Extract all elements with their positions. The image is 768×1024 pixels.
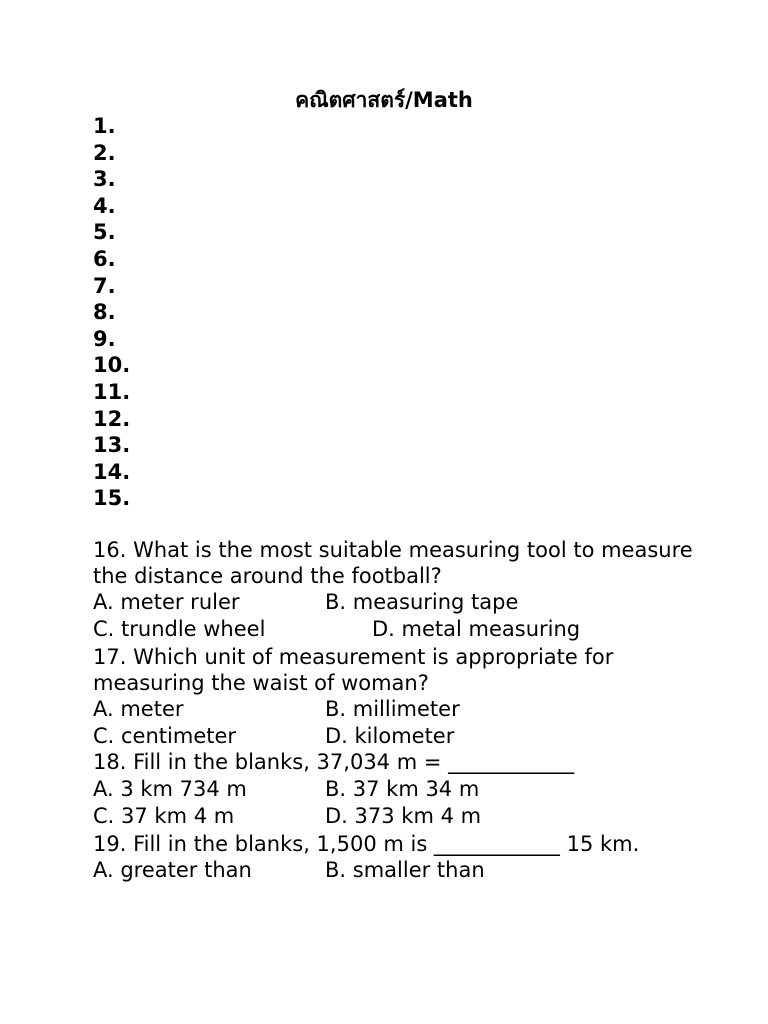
option-row [93,696,693,723]
answer-number: 14. [93,459,131,484]
option-c: C. 37 km 4 m [93,803,235,828]
option-a: A. meter ruler [93,590,240,614]
option-row [93,723,693,750]
option-b: B. 37 km 34 m [325,776,480,801]
answer-number: 9. [93,326,116,351]
option-d: D. 373 km 4 m [325,803,482,828]
option-row [93,589,693,616]
answer-number: 2. [93,140,116,165]
option-c: C. trundle wheel [93,617,266,641]
answer-number: 8. [93,300,116,325]
option-a: A. greater than [93,858,252,882]
answer-number: 6. [93,246,116,271]
question-18 [93,750,693,830]
answer-number: 4. [93,193,116,218]
answer-number: 15. [93,486,131,511]
answer-number: 10. [93,353,131,378]
option-c: C. centimeter [93,724,237,748]
option-b: B. millimeter [325,697,460,721]
answer-number: 12. [93,406,131,431]
question-text: 19. Fill in the blanks, 1,500 m is ____________ 15 km. [93,831,640,856]
option-a: A. meter [93,697,184,721]
answer-number: 13. [93,433,131,458]
answer-number: 5. [93,220,116,245]
option-row [93,803,693,830]
answer-number: 7. [93,273,116,298]
question-text: 16. What is the most suitable measuring tool to measure the distance around the football? [93,538,693,588]
page-title: คณิตศาสตร์/Math [295,88,473,112]
option-b: B. measuring tape [325,590,519,614]
option-row [93,776,693,803]
question-17 [93,645,693,750]
answer-number: 3. [93,167,116,192]
question-list [93,538,693,884]
option-d: D. kilometer [325,724,455,748]
answer-number: 1. [93,114,116,138]
option-row [93,616,693,643]
option-row [93,857,693,884]
option-d: D. metal measuring [372,617,581,641]
question-text: 17. Which unit of measurement is appropriate for measuring the waist of woman? [93,645,614,695]
answer-number-list [93,113,130,512]
question-16 [93,538,693,643]
option-b: B. smaller than [325,858,485,882]
answer-number: 11. [93,379,131,404]
question-text: 18. Fill in the blanks, 37,034 m = ____________ [93,750,575,774]
option-a: A. 3 km 734 m [93,776,247,801]
question-19 [93,832,693,885]
